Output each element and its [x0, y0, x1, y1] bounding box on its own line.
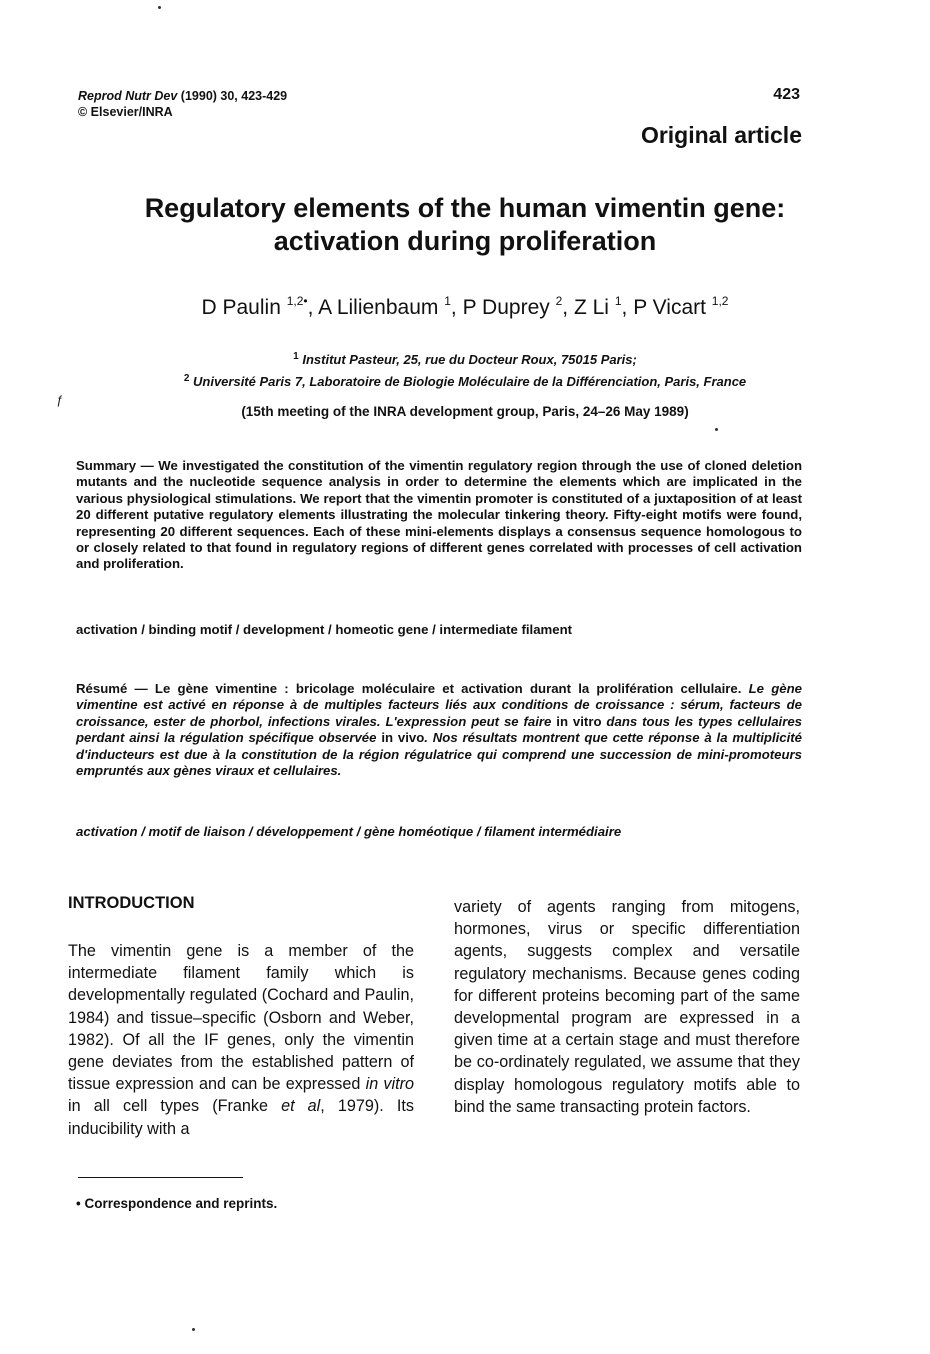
journal-citation	[78, 88, 287, 120]
copyright: © Elsevier/INRA	[78, 105, 173, 119]
intro-column-left: The vimentin gene is a member of the intermediate filament family which is developmentally regulated (Cochard and Paulin, 1984) and tissue–specific (Osborn and Weber, 1982). Of all the IF genes, only the vimentin gene deviates from the established pattern of tissue expression and can be expressed in vitro in all cell types (Franke et al, 1979). Its inducibility with a	[68, 942, 414, 1138]
resume-invivo: in vivo	[381, 730, 425, 746]
section-heading-introduction: INTRODUCTION	[68, 894, 195, 912]
affiliation: $^1$ Institut Pasteur, 25, rue du Docteur Roux, 75015 Paris;	[293, 351, 637, 367]
scan-speck	[192, 1328, 195, 1331]
resume-text-3: . Nos résultats montrent que cette réponse à la multiplicité d'inducteurs est due à la constitution de la région régulatrice qui comprend une succession de mini-promoteurs empruntés aux gènes viraux et cellulaires.	[76, 730, 802, 779]
intro-column-right: variety of agents ranging from mitogens, hormones, virus or specific differentiation agents, suggests complex and versatile regulatory mechanisms. Because genes coding for different proteins becoming part of the same developmental program are expressed in a given time at a certain stage and must therefore be co-ordinately regulated, we assume that they display homologous regulatory motifs able to bind the same transacting protein factors.	[454, 898, 800, 1116]
resume-abstract	[76, 681, 802, 779]
scan-speck	[715, 428, 718, 431]
author: D Paulin $^{1,2•}$	[201, 294, 308, 319]
affiliation: $^2$ Université Paris 7, Laboratoire de Biologie Moléculaire de la Différenciation, Paris, France	[183, 373, 747, 389]
author: P Vicart $^{1,2}$	[633, 294, 729, 319]
summary-abstract	[76, 458, 802, 573]
scan-speck	[158, 6, 161, 9]
journal-volume: (1990) 30, 423-429	[177, 89, 288, 103]
affiliations	[60, 347, 870, 391]
footnote: • Correspondence and reprints.	[76, 1196, 278, 1211]
resume-invitro: in vitro	[556, 713, 602, 729]
summary-label: Summary	[76, 458, 137, 473]
paper-title	[60, 192, 870, 258]
resume-label: Résumé — Le gène vimentine : bricolage moléculaire et activation durant la prolifération cellulaire.	[76, 681, 742, 696]
meeting-note: (15th meeting of the INRA development group, Paris, 24–26 May 1989)	[241, 404, 689, 419]
author: P Duprey $^2$	[462, 294, 563, 319]
page-number: 423	[773, 86, 800, 103]
footnote-divider	[78, 1177, 243, 1178]
author: Z Li $^1$	[573, 294, 622, 319]
title-line-2: activation during proliferation	[273, 226, 657, 256]
author: A Lilienbaum $^1$	[318, 294, 451, 319]
summary-text: — We investigated the constitution of the vimentin regulatory region through the use of cloned deletion mutants and the nucleotide sequence analysis in order to determine the elements which are implicated in the various physiological stimulations. We report that the vimentin promoter is constituted of a juxtaposition of at least 20 different putative regulatory elements illustrating the molecular tinkering theory. Fifty-eight motifs were found, representing 20 different sequences. Each of these mini-elements displays a consensus sequence homologous to or closely related to that found in regulatory regions of different genes correlated with processes of cell activation and proliferation.	[76, 458, 802, 572]
keywords-french: activation / motif de liaison / développement / gène homéotique / filament intermédiaire	[76, 824, 622, 839]
author-list: D Paulin $^{1,2•}$, A Lilienbaum $^1$, P Duprey $^2$, Z Li $^1$, P Vicart $^{1,2}$	[201, 294, 729, 319]
title-line-1: Regulatory elements of the human vimentin gene:	[144, 193, 786, 223]
resume-text-2: dans tous les types cellulaires perdant ainsi la régulation spécifique observée	[76, 713, 802, 746]
article-type: Original article	[640, 122, 802, 148]
journal-name: Reprod Nutr Dev	[78, 89, 178, 103]
resume-text-1: Le gène vimentine est activé en réponse à de multiples facteurs liés aux conditions de croissance : sérum, facteurs de croissance, ester de phorbol, infections virales. L'expression peut se faire	[76, 681, 802, 729]
keywords-english: activation / binding motif / development / homeotic gene / intermediate filament	[76, 622, 573, 637]
stray-mark: ƒ	[56, 393, 63, 407]
